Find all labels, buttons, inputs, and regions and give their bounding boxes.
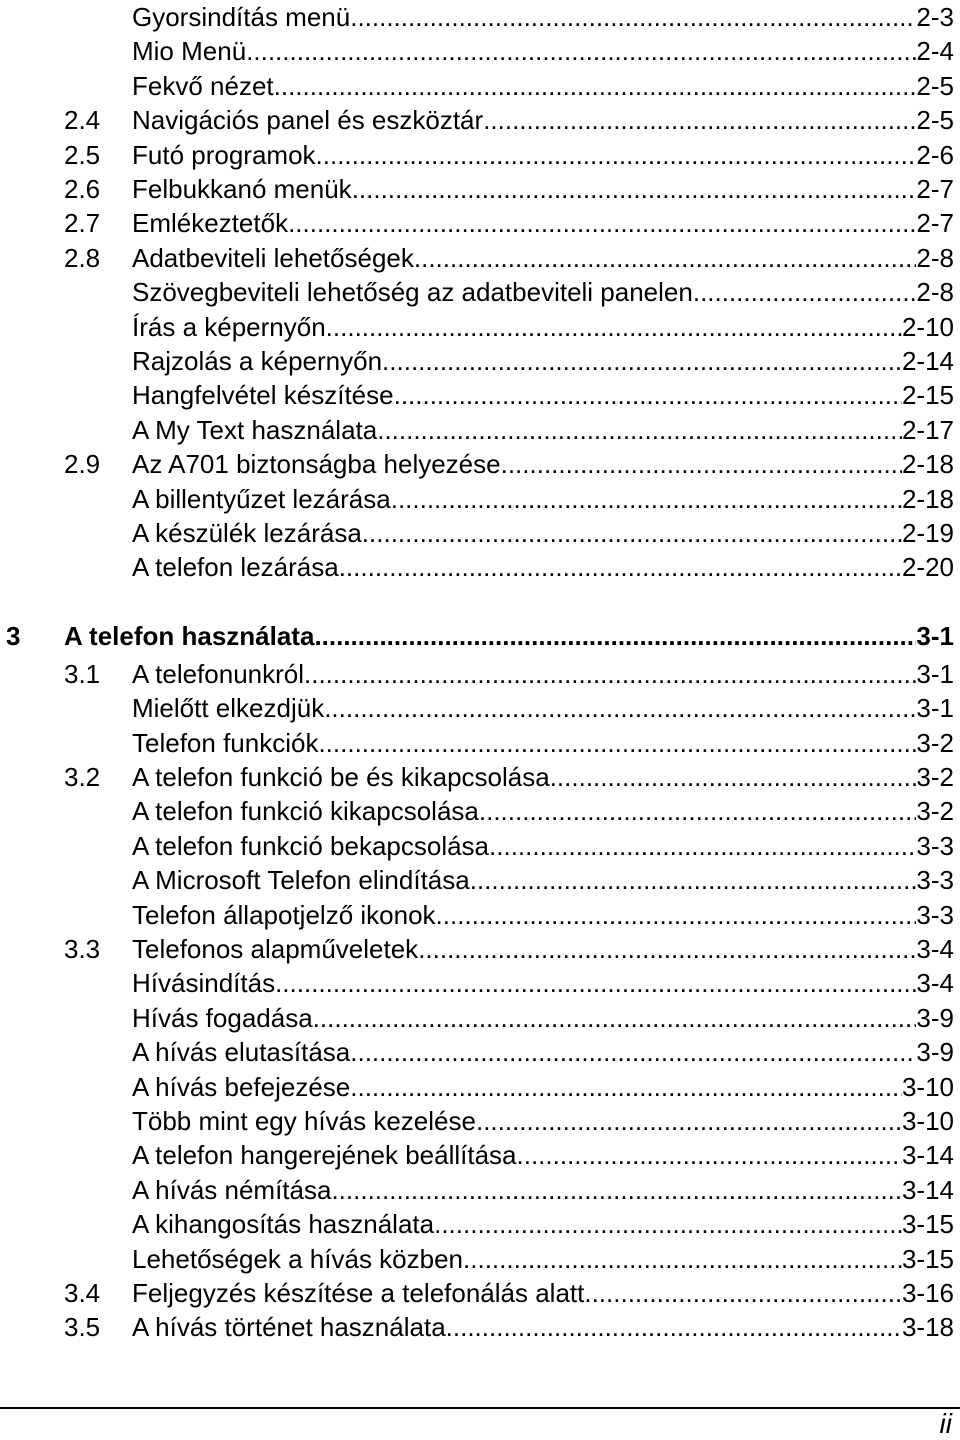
toc-entry-line: [132, 863, 954, 897]
toc-entry-number: 3: [6, 620, 21, 651]
toc-entry-number: 3.2: [64, 762, 101, 792]
toc-entry[interactable]: [0, 0, 960, 34]
toc-entry-number: 3.5: [64, 1312, 101, 1343]
toc-entry-title: Telefon funkciók: [132, 727, 319, 758]
dot-leader: [463, 1242, 902, 1276]
toc-entry[interactable]: [0, 344, 960, 378]
toc-entry-page: 2-18: [901, 449, 954, 480]
toc-entry-number: 3.1: [64, 658, 101, 689]
toc-entry-title: A telefon funkció be és kikapcsolása: [132, 762, 550, 792]
toc-entry-line: [132, 691, 954, 725]
toc-entry-title: Navigációs panel és eszköztár: [132, 105, 484, 136]
toc-entry-page: 3-14: [901, 1174, 954, 1205]
toc-entry-page: 2-19: [901, 518, 954, 548]
dot-leader: [446, 1310, 902, 1344]
toc-entry-page: 2-7: [916, 174, 954, 204]
dot-leader: [377, 413, 902, 447]
toc-entry-title: Mielőtt elkezdjük: [132, 693, 325, 724]
toc-entry-number: 2.8: [64, 242, 101, 273]
dot-leader: [288, 206, 916, 240]
toc-entry-page: 2-10: [901, 311, 954, 342]
toc-entry[interactable]: [0, 34, 960, 68]
toc-entry-page: 2-14: [901, 346, 954, 376]
toc-entry-page: 3-2: [916, 796, 954, 827]
dot-leader: [313, 1001, 917, 1035]
toc-entry-page: 2-5: [916, 105, 954, 136]
toc-entry[interactable]: [0, 932, 960, 966]
dot-leader: [584, 1276, 902, 1310]
toc-entry-number: 2.7: [64, 208, 101, 239]
toc-entry-title: A My Text használata: [132, 414, 378, 445]
toc-entry[interactable]: [0, 1276, 960, 1310]
toc-entry-line: [132, 34, 954, 68]
toc-entry[interactable]: [0, 1070, 960, 1104]
toc-entry-line: [132, 206, 954, 240]
toc-entry-title: A Microsoft Telefon elindítása: [132, 865, 470, 896]
toc-entry-page: 3-3: [916, 899, 954, 930]
toc-entry[interactable]: [0, 482, 960, 516]
toc-entry-page: 3-15: [901, 1243, 954, 1274]
toc-entry-page: 2-4: [916, 36, 954, 67]
toc-entry[interactable]: [0, 1138, 960, 1172]
dot-leader: [350, 1070, 902, 1104]
toc-entry-line: [132, 241, 954, 275]
toc-chapter-entry[interactable]: [0, 619, 960, 653]
toc-entry[interactable]: [0, 966, 960, 1000]
toc-entry-title: Fekvő nézet: [132, 70, 274, 101]
toc-entry-line: [132, 516, 954, 550]
toc-entry-line: [132, 0, 954, 34]
toc-entry-title: Szövegbeviteli lehetőség az adatbeviteli panelen: [132, 277, 693, 308]
toc-entry-page: 3-9: [916, 1037, 954, 1068]
toc-entry-line: [132, 413, 954, 447]
dot-leader: [476, 1104, 902, 1138]
toc-entry-page: 2-17: [901, 414, 954, 445]
toc-entry[interactable]: [0, 206, 960, 240]
toc-entry-page: 2-15: [901, 380, 954, 411]
toc-entry-title: Adatbeviteli lehetőségek: [132, 242, 414, 273]
toc-entry-title: A kihangosítás használata: [132, 1209, 435, 1240]
toc-entry-title: Telefon állapotjelző ikonok: [132, 899, 436, 930]
toc-entry-page: 3-10: [901, 1106, 954, 1136]
toc-entry-line: [132, 794, 954, 828]
toc-entry[interactable]: [0, 241, 960, 275]
toc-entry-page: 2-5: [916, 70, 954, 101]
toc-entry-page: 3-18: [901, 1312, 954, 1343]
toc-entry-line: [132, 482, 954, 516]
toc-entry-line: [132, 1173, 954, 1207]
toc-entry[interactable]: [0, 310, 960, 344]
dot-leader: [318, 726, 916, 760]
dot-leader: [331, 1173, 902, 1207]
dot-leader: [326, 310, 902, 344]
toc-entry-title: A telefon funkció kikapcsolása: [132, 796, 479, 827]
dot-leader: [501, 447, 902, 481]
toc-entry[interactable]: [0, 1173, 960, 1207]
toc-entry-line: [132, 172, 954, 206]
toc-entry-page: 3-1: [916, 693, 954, 724]
toc-entry[interactable]: [0, 1207, 960, 1241]
toc-entry-title: Futó programok: [132, 139, 316, 170]
toc-entry-page: 2-20: [901, 552, 954, 583]
toc-entry-line: [132, 1276, 954, 1310]
dot-leader: [436, 898, 917, 932]
dot-leader: [382, 344, 902, 378]
toc-entry[interactable]: [0, 413, 960, 447]
toc-entry-title: Több mint egy hívás kezelése: [132, 1106, 476, 1136]
toc-entry[interactable]: [0, 103, 960, 137]
toc-entry-title: A hívás némítása: [132, 1174, 332, 1205]
toc-entry-line: [132, 378, 954, 412]
toc-entry-line: [132, 932, 954, 966]
dot-leader: [314, 619, 916, 653]
toc-entry-title: Emlékeztetők: [132, 208, 289, 239]
toc-entry-page: 3-1: [916, 620, 954, 651]
toc-entry[interactable]: [0, 760, 960, 794]
dot-leader: [489, 829, 916, 863]
toc-entry-title: Gyorsindítás menü: [132, 2, 351, 32]
dot-leader: [414, 241, 917, 275]
toc-entry[interactable]: [0, 691, 960, 725]
toc-entry-line: [132, 829, 954, 863]
toc-entry-page: 3-1: [916, 658, 954, 689]
dot-leader: [434, 1207, 902, 1241]
toc-entry-page: 3-2: [916, 762, 954, 792]
toc-entry-page: 2-18: [901, 483, 954, 514]
dot-leader: [418, 932, 916, 966]
dot-leader: [362, 516, 902, 550]
toc-entry-line: [132, 69, 954, 103]
toc-entry-title: A telefon hangerejének beállítása: [132, 1140, 517, 1171]
toc-entry-line: [132, 1035, 954, 1069]
toc-entry[interactable]: [0, 447, 960, 481]
toc-entry[interactable]: [0, 138, 960, 172]
toc-entry-line: [132, 966, 954, 1000]
toc-entry[interactable]: [0, 550, 960, 584]
toc-entry-number: 2.4: [64, 105, 101, 136]
toc-entry-page: 2-6: [916, 139, 954, 170]
footer-rule: [0, 1407, 960, 1409]
toc-entry-number: 3.3: [64, 934, 101, 964]
dot-leader: [394, 378, 902, 412]
toc-entry[interactable]: [0, 1001, 960, 1035]
toc-entry-page: 3-2: [916, 727, 954, 758]
dot-leader: [517, 1138, 902, 1172]
toc-entry-page: 3-15: [901, 1209, 954, 1240]
dot-leader: [391, 482, 902, 516]
dot-leader: [275, 966, 916, 1000]
toc-entry-title: Telefonos alapműveletek: [132, 934, 419, 964]
toc-entry-title: Felbukkanó menük: [132, 174, 352, 204]
toc-entry-title: Az A701 biztonságba helyezése: [132, 449, 501, 480]
toc-entry[interactable]: [0, 1310, 960, 1344]
toc-entry-title: A telefon használata: [64, 620, 315, 651]
dot-leader: [274, 69, 917, 103]
toc-entry-title: Lehetőségek a hívás közben: [132, 1243, 464, 1274]
toc-entry-line: [132, 1104, 954, 1138]
toc-entry-line: [132, 275, 954, 309]
toc-entry-page: 3-4: [916, 934, 954, 964]
toc-entry-page: 3-10: [901, 1071, 954, 1102]
dot-leader: [339, 550, 902, 584]
toc-entry-number: 2.9: [64, 449, 101, 480]
toc-entry-title: A készülék lezárása: [132, 518, 362, 548]
toc-entry-page: 2-8: [916, 277, 954, 308]
toc-entry-title: A telefon lezárása: [132, 552, 339, 583]
toc-entry-page: 3-16: [901, 1278, 954, 1308]
toc-entry-page: 3-3: [916, 830, 954, 861]
toc-entry-line: [132, 1242, 954, 1276]
toc-entry-line: [132, 447, 954, 481]
toc-entry-page: 2-8: [916, 242, 954, 273]
toc-entry[interactable]: [0, 172, 960, 206]
dot-leader: [324, 691, 916, 725]
toc-entry-line: [132, 1001, 954, 1035]
toc-entry[interactable]: [0, 657, 960, 691]
toc-entry-title: Hangfelvétel készítése: [132, 380, 394, 411]
toc-entry-number: 2.5: [64, 139, 101, 170]
dot-leader: [316, 138, 917, 172]
toc-entry-number: 3.4: [64, 1278, 101, 1308]
toc-entry[interactable]: [0, 516, 960, 550]
toc-entry[interactable]: [0, 863, 960, 897]
toc-entry-line: [132, 1310, 954, 1344]
toc-entry-line: [132, 344, 954, 378]
dot-leader: [350, 1035, 916, 1069]
toc-entry-title: A telefonunkról: [132, 658, 305, 689]
dot-leader: [350, 0, 916, 34]
toc-entry[interactable]: [0, 726, 960, 760]
toc-entry-page: 2-7: [916, 208, 954, 239]
toc-entry-title: Írás a képernyőn: [132, 311, 326, 342]
toc-entry-title: Mio Menü: [132, 36, 247, 67]
toc-entry-line: [132, 550, 954, 584]
toc-entry-title: Hívásindítás: [132, 968, 276, 999]
toc-entry-line: [132, 898, 954, 932]
toc-entry-line: [132, 657, 954, 691]
toc-entry-page: 3-4: [916, 968, 954, 999]
toc-entry[interactable]: [0, 1104, 960, 1138]
toc-entry[interactable]: [0, 378, 960, 412]
dot-leader: [304, 657, 916, 691]
toc-entry[interactable]: [0, 794, 960, 828]
toc-entry-title: Rajzolás a képernyőn: [132, 346, 383, 376]
toc-entry-line: [132, 1138, 954, 1172]
toc-entry-line: [132, 1070, 954, 1104]
toc-entry-line: [132, 310, 954, 344]
toc-entry-page: 3-3: [916, 865, 954, 896]
toc-entry-line: [64, 619, 954, 653]
toc-entry[interactable]: [0, 69, 960, 103]
toc-entry[interactable]: [0, 275, 960, 309]
toc-entry-page: 3-9: [916, 1002, 954, 1033]
toc-entry[interactable]: [0, 829, 960, 863]
toc-entry-title: A hívás történet használata: [132, 1312, 446, 1343]
toc-entry-title: A billentyűzet lezárása: [132, 483, 391, 514]
toc-entry-title: A telefon funkció bekapcsolása: [132, 830, 490, 861]
dot-leader: [693, 275, 917, 309]
toc-entry-line: [132, 138, 954, 172]
toc-entry-title: Hívás fogadása: [132, 1002, 313, 1033]
dot-leader: [246, 34, 916, 68]
toc-entry-title: A hívás befejezése: [132, 1071, 351, 1102]
dot-leader: [479, 794, 917, 828]
toc-entry-line: [132, 103, 954, 137]
toc-entry-title: Feljegyzés készítése a telefonálás alatt: [132, 1278, 585, 1308]
toc-entry[interactable]: [0, 898, 960, 932]
toc-entry[interactable]: [0, 1242, 960, 1276]
toc-entry-title: A hívás elutasítása: [132, 1037, 351, 1068]
dot-leader: [483, 103, 916, 137]
toc-entry-page: 2-3: [916, 2, 954, 32]
dot-leader: [550, 760, 917, 794]
toc-entry-line: [132, 760, 954, 794]
toc-entry[interactable]: [0, 1035, 960, 1069]
page-number: ii: [939, 1408, 952, 1439]
toc-entry-line: [132, 1207, 954, 1241]
dot-leader: [470, 863, 917, 897]
toc-entry-page: 3-14: [901, 1140, 954, 1171]
toc-entry-line: [132, 726, 954, 760]
toc-entry-number: 2.6: [64, 174, 101, 204]
dot-leader: [352, 172, 917, 206]
